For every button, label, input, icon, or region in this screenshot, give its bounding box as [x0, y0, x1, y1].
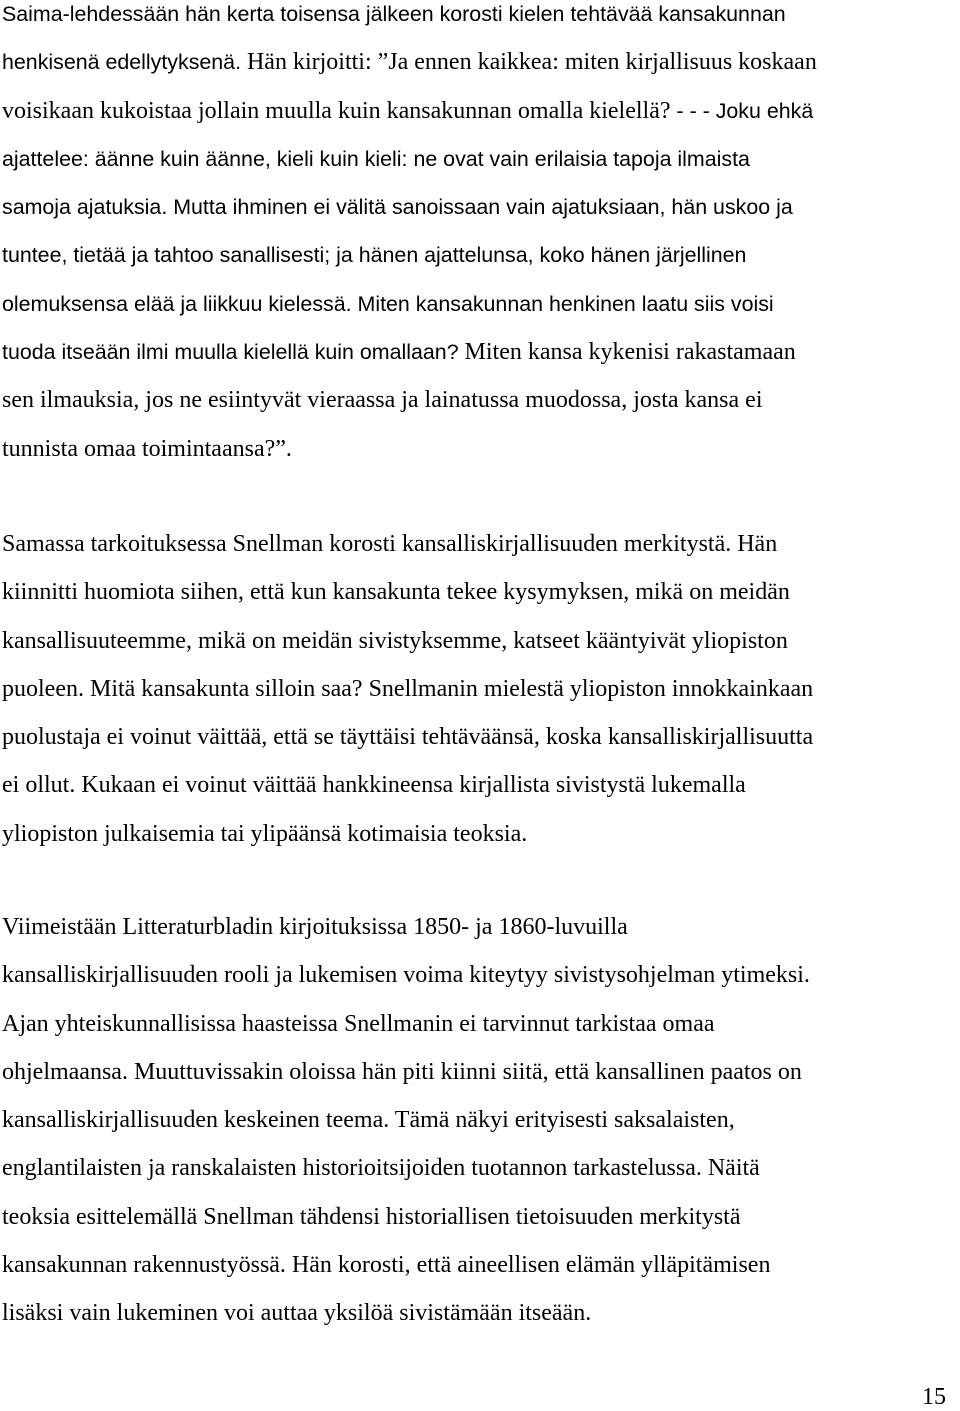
- page-number: 15: [922, 1384, 946, 1410]
- paragraph-1-run-3: - - - Joku ehkä ajattelee: äänne kuin äänne, kieli kuin kieli: ne ovat vain erilaisia tapoja ilmaista samoja ajatuksia. Mutta ihminen ei välitä sanoissaan vain ajatuksiaan, hän uskoo ja tuntee, tietää ja tahtoo sanallisesti; ja hänen ajattelunsa, koko hänen järjellinen olemuksensa elää ja liikkuu kielessä. Miten kansakunnan henkinen laatu siis voisi tuoda itseään ilmi muulla kielellä kuin omallaan?: [2, 98, 814, 365]
- paragraph-3: Viimeistään Litteraturbladin kirjoituksissa 1850- ja 1860-luvuilla kansalliskirjallisuuden rooli ja lukemisen voima kiteytyy sivistysohjelman ytimeksi. Ajan yhteiskunnallisissa haasteissa Snellmanin ei tarvinnut tarkistaa omaa ohjelmaansa. Muuttuvissakin oloissa hän piti kiinni siitä, että kansallinen paatos on kansalliskirjallisuuden keskeinen teema. Tämä näkyi erityisesti saksalaisten, englantilaisten ja ranskalaisten historioitsijoiden tuotannon tarkastelussa. Näitä teoksia esittelemällä Snellman tähdensi historiallisen tietoisuuden merkitystä kansakunnan rakennustyössä. Hän korosti, että aineellisen elämän ylläpitämisen lisäksi vain lukeminen voi auttaa yksilöä sivistämään itseään.: [2, 914, 810, 1327]
- paragraph-1-run-1: Saima-lehdessään hän kerta toisensa jälkeen korosti kielen tehtävää kansakunnan henkisenä edellytyksenä.: [2, 2, 786, 75]
- paragraph-2: Samassa tarkoituksessa Snellman korosti kansalliskirjallisuuden merkitystä. Hän kiinnitti huomiota siihen, että kun kansakunta tekee kysymyksen, mikä on meidän kansallisuuteemme, mikä on meidän sivistyksemme, katseet kääntyivät yliopiston puoleen. Mitä kansakunta silloin saa? Snellmanin mielestä yliopiston innokkainkaan puolustaja ei voinut väittää, että se täyttäisi tehtäväänsä, koska kansalliskirjallisuutta ei ollut. Kukaan ei voinut väittää hankkineensa kirjallista sivistystä lukemalla yliopiston julkaisemia tai ylipäänsä kotimaisia teoksia.: [2, 531, 814, 847]
- paragraph-1: [2, 0, 958, 473]
- paragraph-1-run-4: Miten kansa kykenisi rakastamaan sen ilmauksia, jos ne esiintyvät vieraassa ja lainatussa muodossa, josta kansa ei tunnista omaa toimintaansa?”.: [2, 339, 796, 462]
- paragraph-1-run-2: Hän kirjoitti: ”Ja ennen kaikkea: miten kirjallisuus koskaan voisikaan kukoistaa jollain muulla kuin kansakunnan omalla kielellä?: [2, 49, 817, 124]
